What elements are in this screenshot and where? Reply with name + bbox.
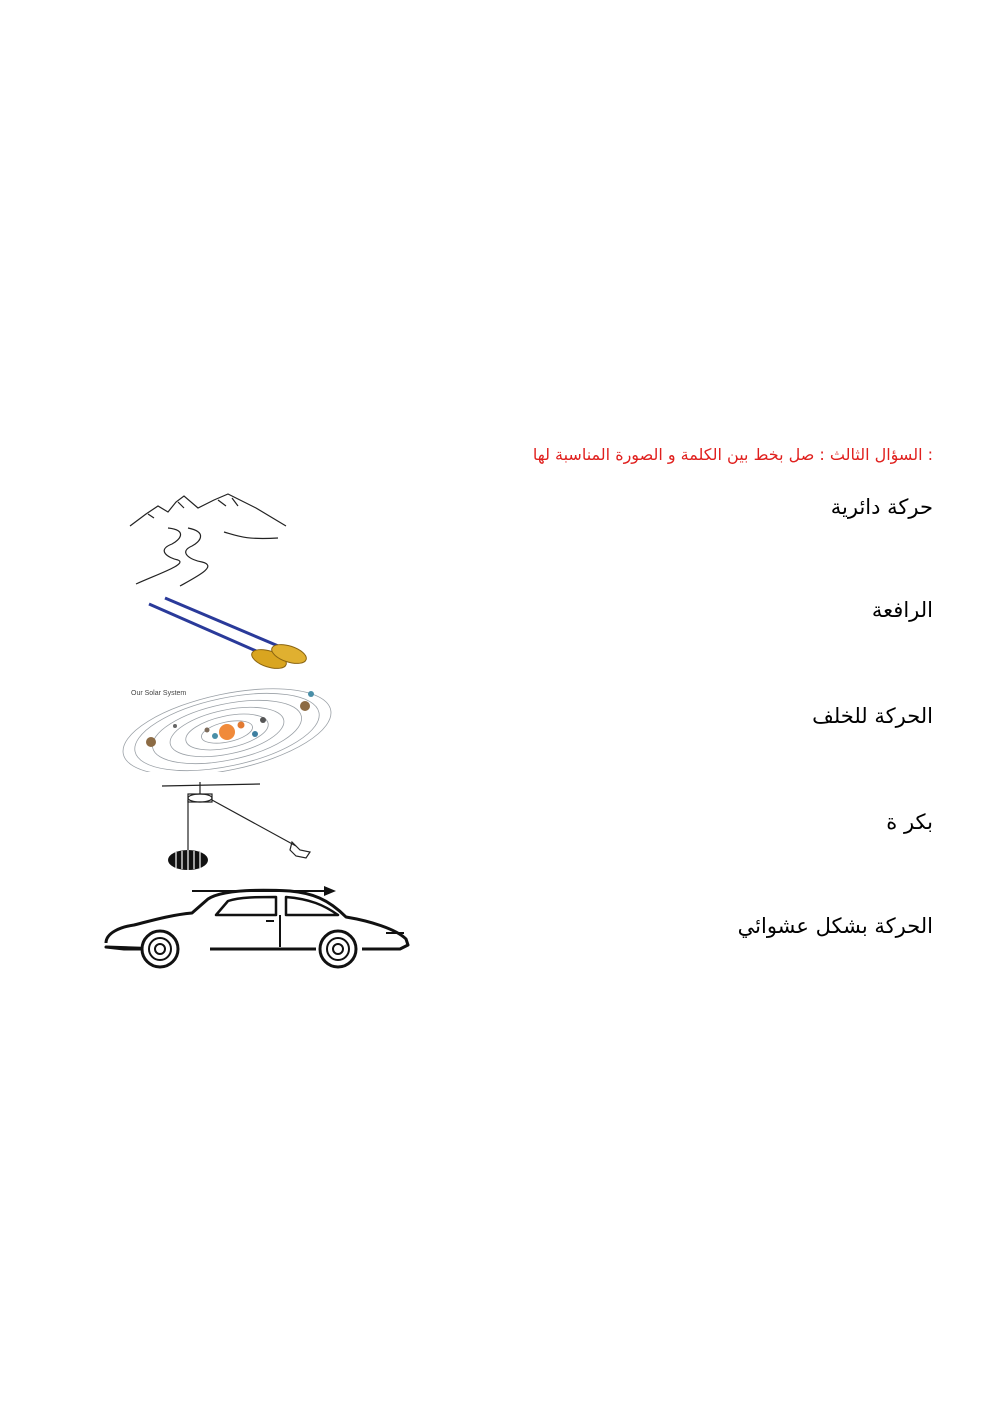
word-lever: الرافعة [871, 598, 933, 622]
word-backward-motion: الحركة للخلف [812, 704, 933, 728]
car-icon [100, 885, 414, 971]
solar-system-icon [115, 686, 335, 772]
word-pulley: بكر ة [886, 810, 933, 834]
oars-icon [145, 596, 307, 676]
word-circular-motion: حركة دائرية [830, 495, 933, 519]
mountains-river-icon [128, 488, 290, 588]
solar-system-caption: Our Solar System [131, 690, 187, 697]
pulley-icon [160, 780, 330, 870]
question-title: : السؤال الثالث : صل بخط بين الكلمة و الصورة المناسبة لها [532, 445, 933, 464]
word-random-motion: الحركة بشكل عشوائي [737, 914, 933, 938]
